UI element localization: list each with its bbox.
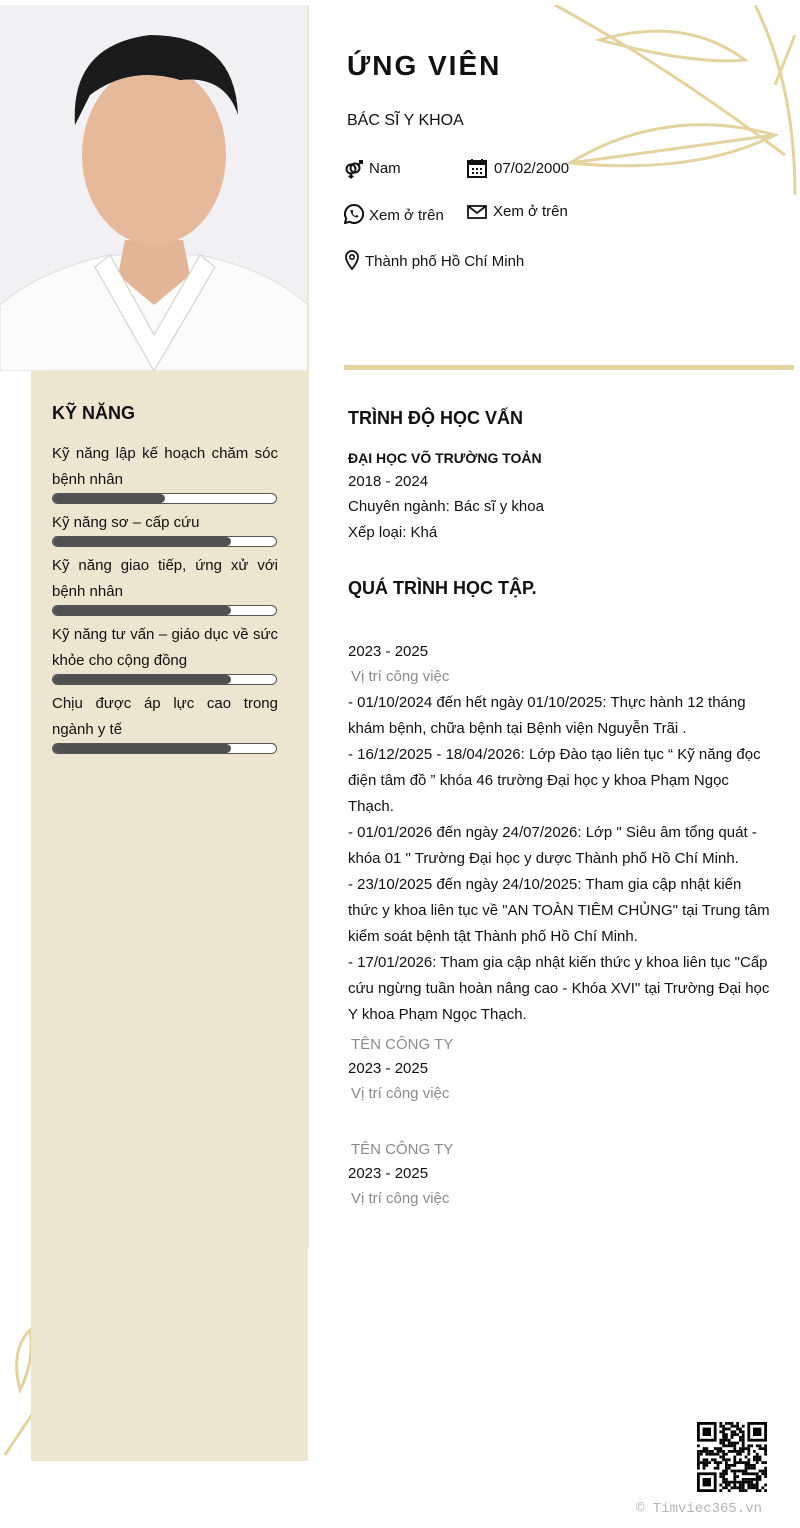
header-divider [344,365,794,370]
skill-label: Kỹ năng sơ – cấp cứu [52,514,200,531]
skill-bar [52,536,277,547]
education-major: Chuyên ngành: Bác sĩ y khoa [348,498,544,515]
skill-bar [52,493,277,504]
whatsapp-phone-icon [344,204,364,224]
birthdate-value: 07/02/2000 [494,160,570,177]
skill-bar [52,674,277,685]
location-pin-icon [342,250,362,270]
education-grade: Xếp loại: Khá [348,524,438,541]
experience-title: QUÁ TRÌNH HỌC TẬP. [348,578,537,598]
experience-role: Vị trí công việc [351,1085,450,1102]
experience-details [348,690,773,1028]
address-value: Thành phố Hồ Chí Minh [365,253,525,270]
education-title: TRÌNH ĐỘ HỌC VẤN [348,408,523,428]
email-icon [467,202,487,222]
candidate-name: ỨNG VIÊN [347,50,502,81]
skill-bar-fill [53,606,231,615]
sidebar [31,371,308,1461]
candidate-position: BÁC SĨ Y KHOA [347,112,464,129]
skill-label: Kỹ năng giao tiếp, ứng xử với bệnh nhân [52,557,278,600]
phone-value: Xem ở trên [369,207,444,224]
experience-detail: - 01/10/2024 đến hết ngày 01/10/2025: Thực hành 12 tháng khám bệnh, chữa bệnh tại Bệnh viện Nguyễn Trãi . [348,694,746,737]
experience-detail: - 01/01/2026 đến ngày 24/07/2026: Lớp " Siêu âm tổng quát - khóa 01 " Trường Đại học y dược Thành phố Hồ Chí Minh. [348,824,757,867]
skill-bar-fill [53,744,231,753]
skill-label: Kỹ năng lập kế hoạch chăm sóc bệnh nhân [52,445,278,488]
skill-bar-fill [53,675,231,684]
experience-detail: - 16/12/2025 - 18/04/2026: Lớp Đào tạo liên tục “ Kỹ năng đọc điện tâm đồ ” khóa 46 trường Đại học y khoa Phạm Ngọc Thạch. [348,746,761,815]
education-years: 2018 - 2024 [348,473,429,490]
copyright: © Timviec365.vn [636,1501,763,1517]
experience-years: 2023 - 2025 [348,643,429,660]
experience-company: TÊN CÔNG TY [351,1141,454,1158]
skill-bar [52,743,277,754]
experience-detail: - 17/01/2026: Tham gia cập nhật kiến thức y khoa liên tục "Cấp cứu ngừng tuần hoàn nâng cao - Khóa XVI" tại Trường Đại học Y khoa Phạm Ngọc Thạch. [348,954,770,1023]
experience-years: 2023 - 2025 [348,1060,429,1077]
experience-role: Vị trí công việc [351,668,450,685]
email-value: Xem ở trên [493,203,568,220]
candidate-photo [0,5,308,371]
gender-value: Nam [369,160,401,177]
qr-code[interactable] [697,1422,767,1492]
gender-icon [344,159,364,179]
skill-bar [52,605,277,616]
leaf-decoration-top [545,5,800,205]
experience-years: 2023 - 2025 [348,1165,429,1182]
skill-bar-fill [53,537,231,546]
skill-label: Kỹ năng tư vấn – giáo dục về sức khỏe cho cộng đồng [52,626,278,669]
experience-company: TÊN CÔNG TY [351,1036,454,1053]
skill-bar-fill [53,494,165,503]
experience-role: Vị trí công việc [351,1190,450,1207]
calendar-icon [467,158,487,178]
skill-label: Chịu được áp lực cao trong ngành y tế [52,695,278,738]
skills-title: KỸ NĂNG [52,403,136,423]
experience-detail: - 23/10/2025 đến ngày 24/10/2025: Tham gia cập nhật kiến thức y khoa liên tục về "AN TOÀN TIÊM CHỦNG" tại Trung tâm kiểm soát bệnh tật Thành phố Hồ Chí Minh. [348,876,770,945]
education-school: ĐẠI HỌC VÕ TRƯỜNG TOẢN [348,450,542,466]
